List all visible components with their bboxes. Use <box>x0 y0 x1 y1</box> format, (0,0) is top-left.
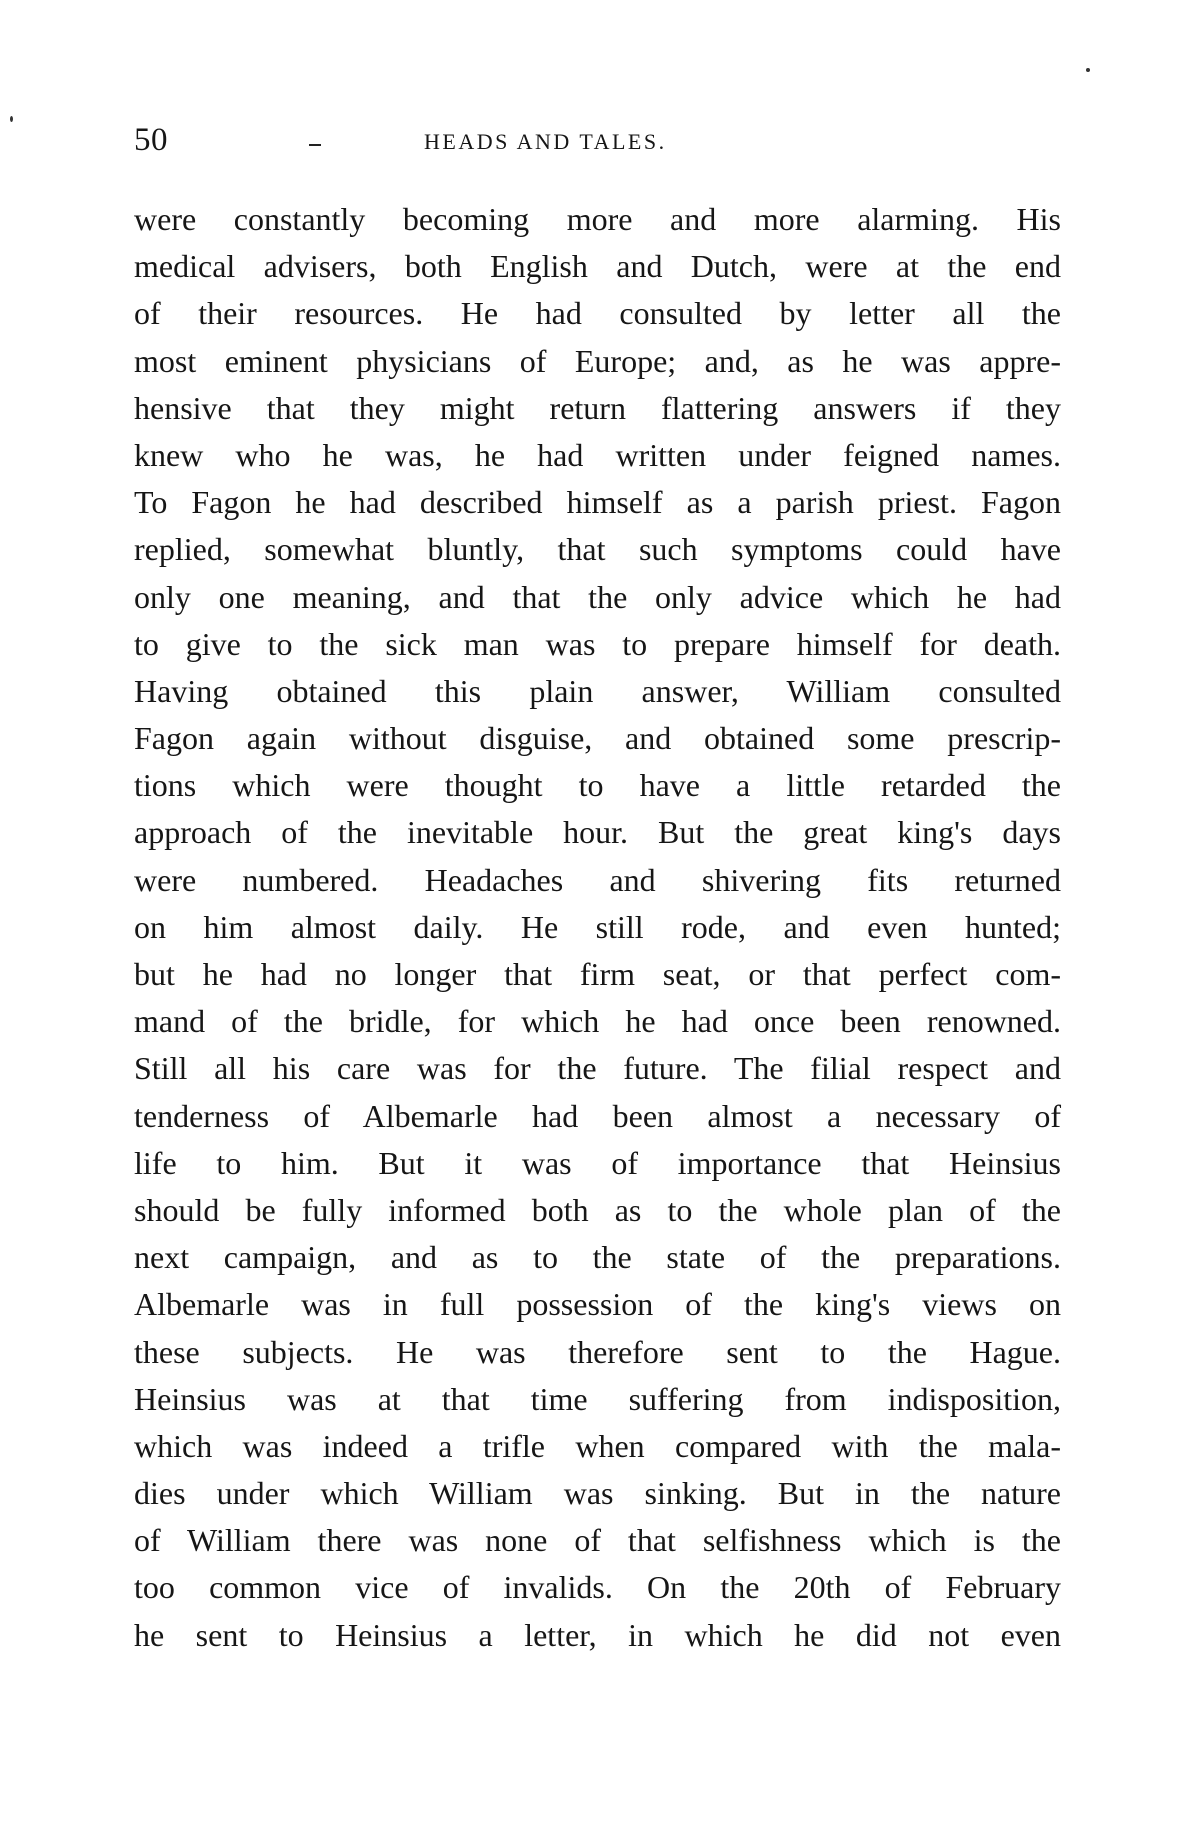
text-line: of their resources. He had consulted by letter all the <box>134 295 1061 332</box>
text-line: were constantly becoming more and more alarming. His <box>134 201 1061 237</box>
page-number: 50 <box>134 122 168 158</box>
text-line: he sent to Heinsius a letter, in which he did not even <box>134 1616 1061 1653</box>
text-line: were numbered. Headaches and shivering fits returned <box>134 861 1061 898</box>
body-text <box>134 196 1061 1659</box>
text-line: but he had no longer that firm seat, or that perfect com- <box>134 956 1061 992</box>
text-line: too common vice of invalids. On the 20th of February <box>134 1569 1061 1606</box>
printer-mark <box>309 144 321 146</box>
text-line: life to him. But it was of importance that Heinsius <box>134 1144 1061 1181</box>
running-title: HEADS AND TALES. <box>424 129 667 154</box>
ink-speck <box>10 116 13 122</box>
text-line: most eminent physicians of Europe; and, as he was appre- <box>134 342 1061 379</box>
text-line: to give to the sick man was to prepare himself for death. <box>134 625 1061 662</box>
running-header <box>134 118 1059 162</box>
text-line: only one meaning, and that the only advice which he had <box>134 578 1061 615</box>
text-line: next campaign, and as to the state of the preparations. <box>134 1239 1061 1276</box>
text-line: knew who he was, he had written under feigned names. <box>134 436 1061 473</box>
text-line: these subjects. He was therefore sent to the Hague. <box>134 1333 1061 1370</box>
text-line: tenderness of Albemarle had been almost a necessary of <box>134 1097 1061 1134</box>
text-line: mand of the bridle, for which he had once been renowned. <box>134 1003 1061 1040</box>
text-line: of William there was none of that selfishness which is the <box>134 1522 1061 1559</box>
text-line: To Fagon he had described himself as a parish priest. Fagon <box>134 484 1061 521</box>
text-line: on him almost daily. He still rode, and even hunted; <box>134 908 1061 945</box>
text-line: Heinsius was at that time suffering from indisposition, <box>134 1380 1061 1417</box>
text-line: Still all his care was for the future. The filial respect and <box>134 1050 1061 1087</box>
text-line: dies under which William was sinking. But in the nature <box>134 1475 1061 1512</box>
text-line: approach of the inevitable hour. But the great king's days <box>134 814 1061 851</box>
ink-speck <box>1086 68 1090 72</box>
text-line: hensive that they might return flattering answers if they <box>134 389 1061 426</box>
text-line: Albemarle was in full possession of the king's views on <box>134 1286 1061 1323</box>
text-line: tions which were thought to have a little retarded the <box>134 767 1061 804</box>
text-line: which was indeed a trifle when compared with the mala- <box>134 1427 1061 1464</box>
text-line: should be fully informed both as to the whole plan of the <box>134 1191 1061 1228</box>
text-line: Having obtained this plain answer, William consulted <box>134 672 1061 709</box>
text-line: Fagon again without disguise, and obtained some prescrip- <box>134 720 1061 757</box>
text-line: medical advisers, both English and Dutch, were at the end <box>134 248 1061 285</box>
text-line: replied, somewhat bluntly, that such symptoms could have <box>134 531 1061 568</box>
